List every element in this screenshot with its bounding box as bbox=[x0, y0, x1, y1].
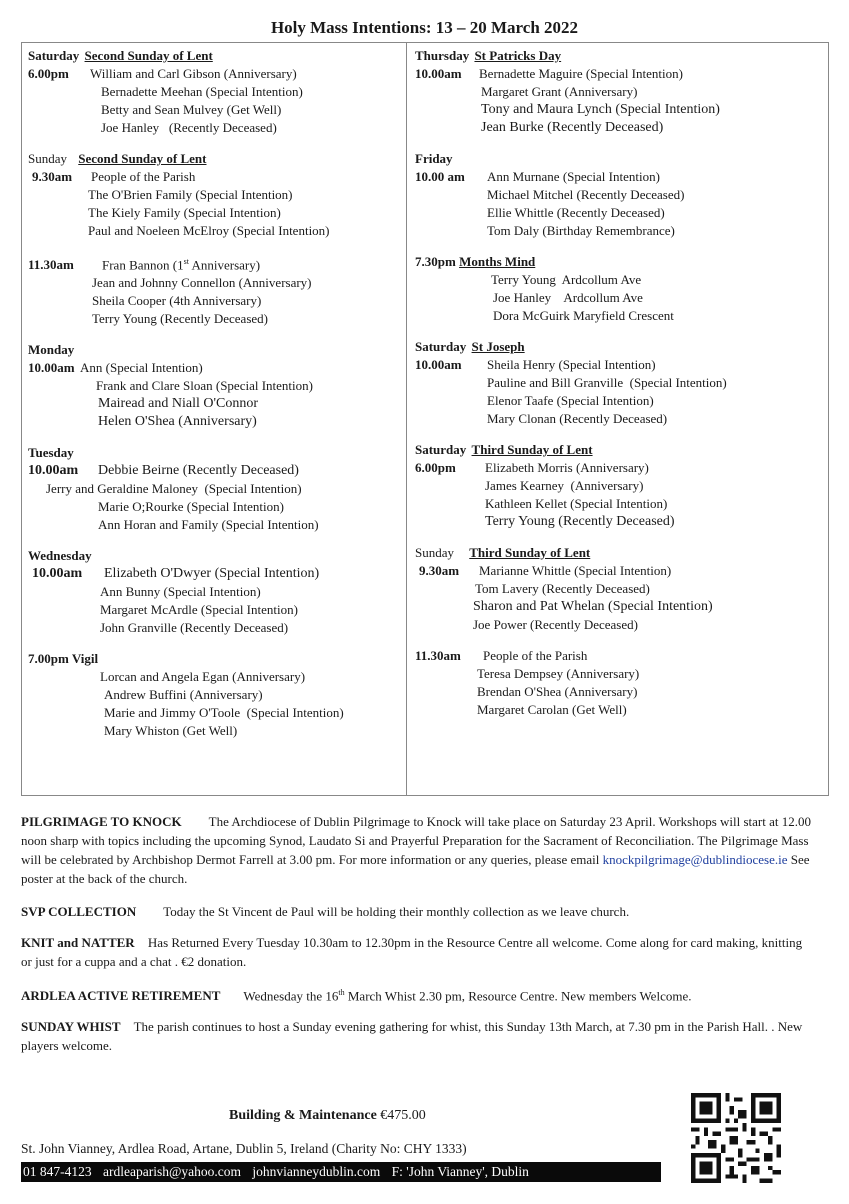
intention: Mairead and Niall O'Connor bbox=[98, 396, 258, 412]
intention: Terry Young (Recently Deceased) bbox=[92, 311, 268, 327]
mass-time: 10.00am bbox=[415, 66, 462, 81]
intention: Betty and Sean Mulvey (Get Well) bbox=[101, 102, 282, 117]
mass-intentions-table bbox=[21, 42, 829, 796]
intention: Frank and Clare Sloan (Special Intention) bbox=[96, 378, 313, 394]
intention: Elizabeth O'Dwyer (Special Intention) bbox=[104, 566, 320, 582]
day-label: Monday bbox=[28, 342, 75, 358]
contact-bar bbox=[21, 1162, 661, 1182]
intention: Terry Young (Recently Deceased) bbox=[485, 514, 675, 529]
notice-text: March Whist 2.30 pm, Resource Centre. New members Welcome. bbox=[344, 988, 692, 1004]
intention: Marianne Whittle (Special Intention) bbox=[479, 563, 672, 578]
day-label: Sunday bbox=[28, 151, 67, 166]
intention: Margaret Grant (Anniversary) bbox=[481, 84, 638, 99]
mass-time: 10.00am bbox=[415, 357, 462, 372]
notice-text: The Archdiocese of Dublin Pilgrimage to Knock will take place on Saturday 23 April. Workshops will start at 12.00 noon sharp with topics including the upcoming Synod, Laudato Si and Prayerful Preparation for the Sacrament of Reconciliation. The Pilgrimage Mass will be celebrated by Archbishop Dermot Farrell at 3.00 pm. For more information or any queries, please email bbox=[21, 814, 812, 867]
notice-text: The parish continues to host a Sunday evening gathering for whist, this Sunday 13th March, at 7.30 pm in the Parish Hall. . New players welcome. bbox=[21, 1019, 803, 1054]
day-label: Sunday bbox=[415, 545, 454, 560]
intention: Terry Young Ardcollum Ave bbox=[491, 272, 642, 287]
intention: Michael Mitchel (Recently Deceased) bbox=[487, 187, 685, 202]
vigil-heading: 7.00pm Vigil bbox=[28, 651, 99, 667]
mass-time: 11.30am bbox=[28, 257, 74, 273]
notice-text: Has Returned Every Tuesday 10.30am to 12.30pm in the Resource Centre all welcome. Come along for card making, knitting or just for a cuppa and a chat . €2 donation. bbox=[21, 935, 803, 969]
email-link[interactable]: knockpilgrimage@dublindiocese.ie bbox=[602, 852, 788, 867]
saturday-third-sunday-block bbox=[415, 441, 825, 531]
intention: Jean and Johnny Connellon (Anniversary) bbox=[92, 275, 312, 291]
day-label: Thursday bbox=[415, 48, 470, 63]
intention: Bernadette Meehan (Special Intention) bbox=[101, 84, 303, 99]
intention: Margaret Carolan (Get Well) bbox=[477, 702, 627, 717]
intention: Sharon and Pat Whelan (Special Intention) bbox=[473, 599, 713, 614]
saturday-block bbox=[28, 47, 400, 137]
ordinal-suffix: st bbox=[183, 257, 189, 266]
intention: Dora McGuirk Maryfield Crescent bbox=[493, 308, 674, 323]
notice-text: Today the St Vincent de Paul will be holding their monthly collection as we leave church. bbox=[163, 904, 630, 919]
notice-heading: PILGRIMAGE TO KNOCK bbox=[21, 814, 182, 829]
notice-heading: ARDLEA ACTIVE RETIREMENT bbox=[21, 988, 221, 1004]
sunday-block bbox=[28, 150, 400, 240]
intention: Fran Bannon (1 bbox=[102, 257, 184, 273]
mass-time: 9.30am bbox=[419, 563, 460, 578]
intention: People of the Parish bbox=[91, 169, 196, 184]
day-label: Wednesday bbox=[28, 548, 92, 564]
feast-label: Second Sunday of Lent bbox=[78, 151, 207, 166]
feast-label: St Patricks Day bbox=[474, 48, 562, 63]
notice-knock bbox=[21, 812, 811, 888]
sunday-1130-block bbox=[28, 253, 400, 328]
intention: Elizabeth Morris (Anniversary) bbox=[485, 460, 649, 475]
intention: Sheila Henry (Special Intention) bbox=[487, 357, 656, 372]
day-label: Friday bbox=[415, 151, 453, 166]
intention: Brendan O'Shea (Anniversary) bbox=[477, 684, 638, 699]
intention: Joe Hanley Ardcollum Ave bbox=[493, 290, 643, 305]
intention: Sheila Cooper (4th Anniversary) bbox=[92, 293, 262, 309]
building-maintenance bbox=[229, 1108, 426, 1124]
website[interactable]: johnvianneydublin.com bbox=[252, 1164, 381, 1179]
intention: Kathleen Kellet (Special Intention) bbox=[485, 496, 668, 511]
day-label: Tuesday bbox=[28, 445, 74, 461]
feast-label: Third Sunday of Lent bbox=[471, 442, 593, 457]
day-label: Saturday bbox=[28, 48, 80, 63]
phone-number: 01 847-4123 bbox=[23, 1164, 92, 1179]
parish-notices bbox=[21, 812, 811, 1067]
intention: Tony and Maura Lynch (Special Intention) bbox=[481, 102, 720, 117]
intention: Elenor Taafe (Special Intention) bbox=[487, 393, 654, 408]
notice-ardlea bbox=[21, 983, 811, 1005]
notice-text: See poster at the back of the church. bbox=[21, 852, 810, 886]
wednesday-block bbox=[28, 547, 400, 637]
intention: William and Carl Gibson (Anniversary) bbox=[90, 66, 297, 81]
months-mind-block bbox=[415, 253, 825, 325]
notice-heading: KNIT and NATTER bbox=[21, 935, 135, 950]
friday-block bbox=[415, 150, 825, 240]
day-label: Saturday bbox=[415, 442, 467, 457]
notice-heading: SVP COLLECTION bbox=[21, 904, 137, 919]
intention: Jerry and Geraldine Maloney (Special Intention) bbox=[46, 481, 302, 497]
intention: Lorcan and Angela Egan (Anniversary) bbox=[100, 669, 306, 685]
qr-code-icon[interactable] bbox=[691, 1093, 781, 1183]
monday-block bbox=[28, 341, 400, 431]
intention: The Kiely Family (Special Intention) bbox=[88, 205, 281, 220]
intention: Mary Whiston (Get Well) bbox=[104, 723, 238, 739]
vigil-block bbox=[28, 650, 400, 740]
sunday-third-sunday-block bbox=[415, 544, 825, 634]
intention: Ann Bunny (Special Intention) bbox=[100, 584, 261, 600]
intention: Debbie Beirne (Recently Deceased) bbox=[98, 463, 299, 479]
intention: Ellie Whittle (Recently Deceased) bbox=[487, 205, 665, 220]
parish-address: St. John Vianney, Ardlea Road, Artane, Dublin 5, Ireland (Charity No: CHY 1333) bbox=[21, 1141, 467, 1156]
sunday-1130-block bbox=[415, 647, 825, 719]
intention: Pauline and Bill Granville (Special Intention) bbox=[487, 375, 727, 390]
notice-knit bbox=[21, 933, 811, 971]
intention: Ann Murnane (Special Intention) bbox=[487, 169, 660, 184]
intention: Jean Burke (Recently Deceased) bbox=[481, 120, 664, 135]
tuesday-block bbox=[28, 444, 400, 534]
mass-time: 10.00 am bbox=[415, 169, 465, 184]
intention: Andrew Buffini (Anniversary) bbox=[104, 687, 263, 703]
mass-time: 6.00pm bbox=[28, 66, 69, 81]
intention: James Kearney (Anniversary) bbox=[485, 478, 644, 493]
mass-time: 11.30am bbox=[415, 648, 461, 663]
mass-time: 10.00am bbox=[28, 463, 79, 479]
left-column bbox=[28, 47, 400, 753]
intention: Mary Clonan (Recently Deceased) bbox=[487, 411, 668, 426]
intention: Marie O;Rourke (Special Intention) bbox=[98, 499, 284, 515]
mass-time: 9.30am bbox=[32, 169, 73, 184]
mass-time: 6.00pm bbox=[415, 460, 456, 475]
building-amount: €475.00 bbox=[380, 1108, 426, 1123]
column-divider bbox=[406, 43, 407, 795]
building-label: Building & Maintenance bbox=[229, 1108, 377, 1123]
intention: Margaret McArdle (Special Intention) bbox=[100, 602, 298, 618]
contact-email[interactable]: ardleaparish@yahoo.com bbox=[103, 1164, 242, 1179]
intention: Anniversary) bbox=[188, 257, 261, 273]
intention: Helen O'Shea (Anniversary) bbox=[98, 414, 257, 430]
saturday-st-joseph-block bbox=[415, 338, 825, 428]
feast-label: Third Sunday of Lent bbox=[469, 545, 591, 560]
intention: Tom Lavery (Recently Deceased) bbox=[475, 581, 650, 596]
mass-time: 10.00am bbox=[28, 360, 75, 376]
feast-label: Months Mind bbox=[459, 254, 536, 269]
intention: People of the Parish bbox=[483, 648, 588, 663]
right-column bbox=[415, 47, 825, 732]
intention: Ann Horan and Family (Special Intention) bbox=[98, 517, 319, 533]
intention: Bernadette Maguire (Special Intention) bbox=[479, 66, 683, 81]
day-label: Saturday bbox=[415, 339, 467, 354]
facebook: F: 'John Vianney', Dublin bbox=[391, 1164, 529, 1179]
intention: Ann (Special Intention) bbox=[80, 360, 203, 376]
mass-time: 10.00am bbox=[32, 566, 83, 582]
intention: Marie and Jimmy O'Toole (Special Intention) bbox=[104, 705, 344, 721]
mass-time: 7.30pm bbox=[415, 254, 456, 269]
feast-label: St Joseph bbox=[471, 339, 525, 354]
intention: Paul and Noeleen McElroy (Special Intention) bbox=[88, 223, 330, 238]
intention: Teresa Dempsey (Anniversary) bbox=[477, 666, 640, 681]
intention: The O'Brien Family (Special Intention) bbox=[88, 187, 293, 202]
ordinal-suffix: th bbox=[338, 988, 345, 997]
intention: Tom Daly (Birthday Remembrance) bbox=[487, 223, 675, 238]
intention: Joe Power (Recently Deceased) bbox=[473, 617, 638, 632]
intention: John Granville (Recently Deceased) bbox=[100, 620, 289, 636]
notice-text: Wednesday the 16 bbox=[243, 988, 339, 1004]
feast-label: Second Sunday of Lent bbox=[84, 48, 213, 63]
notice-svp bbox=[21, 902, 811, 921]
thursday-block bbox=[415, 47, 825, 137]
intention: Joe Hanley (Recently Deceased) bbox=[101, 120, 277, 135]
page-title: Holy Mass Intentions: 13 – 20 March 2022 bbox=[270, 18, 579, 37]
notice-heading: SUNDAY WHIST bbox=[21, 1019, 121, 1035]
notice-whist bbox=[21, 1017, 811, 1055]
